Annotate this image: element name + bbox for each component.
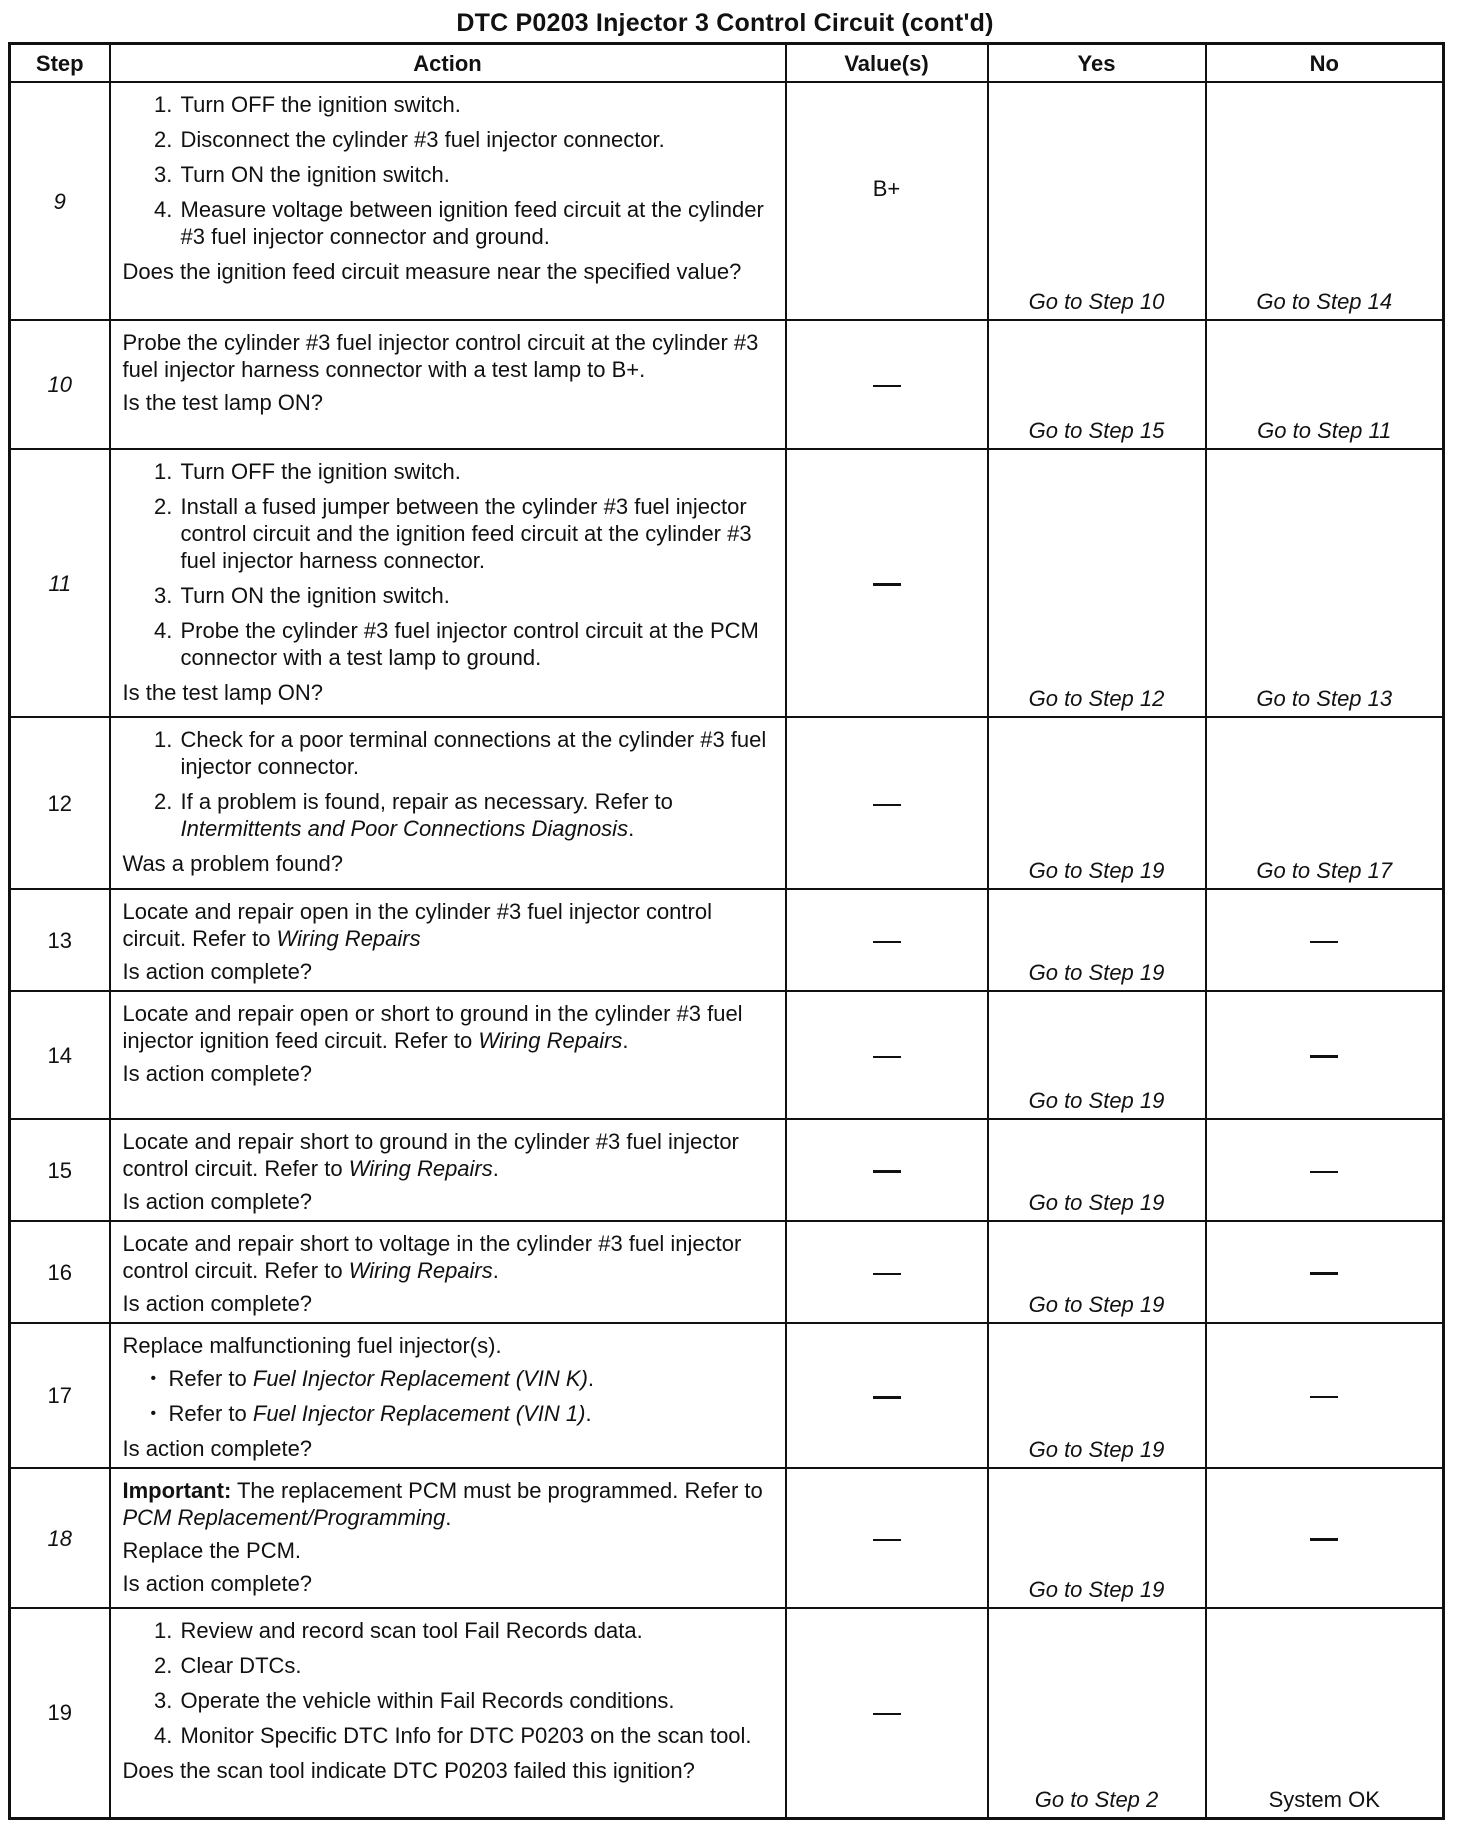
step-number: 9 xyxy=(10,82,110,320)
bullet-list xyxy=(123,1365,775,1427)
value-cell xyxy=(786,991,988,1119)
header-yes: Yes xyxy=(988,44,1206,83)
list-item: 3. Turn ON the ignition switch. xyxy=(179,582,775,609)
list-item xyxy=(169,1365,775,1392)
reference-link[interactable]: Wiring Repairs xyxy=(348,1258,493,1283)
punctuation: . xyxy=(492,1258,499,1283)
no-cell xyxy=(1206,1468,1444,1608)
yes-cell: Go to Step 2 xyxy=(988,1608,1206,1818)
action-cell xyxy=(110,449,786,717)
action-text xyxy=(123,1230,775,1284)
reference-link[interactable]: Wiring Repairs xyxy=(348,1156,493,1181)
yes-cell: Go to Step 19 xyxy=(988,1221,1206,1323)
value-cell xyxy=(786,320,988,449)
list-item: 2. Disconnect the cylinder #3 fuel injector connector. xyxy=(179,126,775,153)
no-cell: Go to Step 14 xyxy=(1206,82,1444,320)
table-row xyxy=(10,1119,1444,1221)
dash-mark xyxy=(1310,1396,1338,1398)
dash-mark xyxy=(1310,1538,1338,1541)
question-text: Is action complete? xyxy=(122,1436,313,1461)
yes-cell: Go to Step 10 xyxy=(988,82,1206,320)
no-cell: Go to Step 13 xyxy=(1206,449,1444,717)
action-text xyxy=(123,1128,775,1182)
action-text xyxy=(123,898,775,952)
punctuation: . xyxy=(445,1505,452,1530)
no-cell xyxy=(1206,1323,1444,1468)
step-number: 18 xyxy=(10,1468,110,1608)
reference-link[interactable]: Fuel Injector Replacement (VIN K) xyxy=(252,1366,588,1391)
reference-link[interactable]: Fuel Injector Replacement (VIN 1) xyxy=(252,1401,586,1426)
no-cell xyxy=(1206,1221,1444,1323)
numbered-list xyxy=(123,1617,775,1749)
yes-cell: Go to Step 19 xyxy=(988,991,1206,1119)
list-item xyxy=(179,788,775,842)
no-cell: Go to Step 17 xyxy=(1206,717,1444,889)
list-item-text: Refer to xyxy=(168,1366,253,1391)
dash-mark xyxy=(873,1273,901,1275)
table-row xyxy=(10,717,1444,889)
table-row xyxy=(10,449,1444,717)
dash-mark xyxy=(1310,941,1338,943)
diagnostic-table xyxy=(8,42,1445,1820)
header-values: Value(s) xyxy=(786,44,988,83)
yes-cell: Go to Step 12 xyxy=(988,449,1206,717)
value-cell xyxy=(786,1119,988,1221)
yes-cell: Go to Step 19 xyxy=(988,889,1206,991)
reference-link[interactable]: Intermittents and Poor Connections Diagnosis xyxy=(180,816,629,841)
list-item: 1. Check for a poor terminal connections at the cylinder #3 fuel injector connector. xyxy=(179,726,775,780)
header-action: Action xyxy=(110,44,786,83)
numbered-list xyxy=(123,91,775,250)
step-number: 15 xyxy=(10,1119,110,1221)
dash-mark xyxy=(873,1713,901,1715)
question-text: Does the ignition feed circuit measure near the specified value? xyxy=(122,259,742,284)
dash-mark xyxy=(1310,1171,1338,1173)
no-cell: Go to Step 11 xyxy=(1206,320,1444,449)
list-item: 3. Turn ON the ignition switch. xyxy=(179,161,775,188)
action-cell xyxy=(110,717,786,889)
dash-mark xyxy=(873,804,901,806)
action-text: Replace the PCM. xyxy=(122,1538,302,1563)
step-number: 10 xyxy=(10,320,110,449)
table-row xyxy=(10,991,1444,1119)
list-item: 1. Turn OFF the ignition switch. xyxy=(179,91,775,118)
list-item: 4. Probe the cylinder #3 fuel injector control circuit at the PCM connector with a test lamp to ground. xyxy=(179,617,775,671)
value-cell xyxy=(786,1221,988,1323)
question-text: Is the test lamp ON? xyxy=(122,390,324,415)
header-row xyxy=(10,44,1444,83)
action-text-body: Locate and repair short to voltage in the cylinder #3 fuel injector control circuit. Refer to xyxy=(122,1231,742,1283)
action-text xyxy=(123,1000,775,1054)
table-row xyxy=(10,1608,1444,1818)
punctuation: . xyxy=(628,816,635,841)
dash-mark xyxy=(873,1539,901,1541)
question-text: Is action complete? xyxy=(122,1291,313,1316)
list-item xyxy=(169,1400,775,1427)
yes-cell: Go to Step 15 xyxy=(988,320,1206,449)
yes-cell: Go to Step 19 xyxy=(988,1468,1206,1608)
list-item: 1. Turn OFF the ignition switch. xyxy=(179,458,775,485)
action-text: Probe the cylinder #3 fuel injector control circuit at the cylinder #3 fuel injector harness connector with a test lamp to B+. xyxy=(122,330,759,382)
numbered-list xyxy=(123,458,775,671)
table-row xyxy=(10,889,1444,991)
question-text: Is action complete? xyxy=(122,959,313,984)
header-step: Step xyxy=(10,44,110,83)
value-cell: B+ xyxy=(786,82,988,320)
reference-link[interactable]: Wiring Repairs xyxy=(478,1028,623,1053)
punctuation: . xyxy=(585,1401,592,1426)
dash-mark xyxy=(873,583,901,586)
question-text: Is action complete? xyxy=(122,1189,313,1214)
list-item: 2. Install a fused jumper between the cylinder #3 fuel injector control circuit and the ignition feed circuit at the cylinder #3 fuel injector harness connector. xyxy=(179,493,775,574)
action-cell xyxy=(110,1119,786,1221)
dash-mark xyxy=(873,1056,901,1058)
value-cell xyxy=(786,1323,988,1468)
action-cell xyxy=(110,991,786,1119)
list-item-text: If a problem is found, repair as necessary. Refer to xyxy=(180,789,673,814)
value-cell xyxy=(786,1468,988,1608)
dash-mark xyxy=(873,1170,901,1173)
dash-mark xyxy=(1310,1272,1338,1275)
value-cell xyxy=(786,717,988,889)
step-number: 13 xyxy=(10,889,110,991)
punctuation: . xyxy=(492,1156,499,1181)
page-title: DTC P0203 Injector 3 Control Circuit (cont'd) xyxy=(456,9,994,37)
action-text-body: Locate and repair open or short to ground in the cylinder #3 fuel injector ignition feed circuit. Refer to xyxy=(122,1001,743,1053)
reference-link[interactable]: PCM Replacement/Programming xyxy=(122,1505,446,1530)
important-label: Important: xyxy=(122,1478,232,1503)
numbered-list xyxy=(123,726,775,842)
step-number: 14 xyxy=(10,991,110,1119)
action-cell xyxy=(110,1608,786,1818)
action-cell xyxy=(110,1468,786,1608)
action-cell xyxy=(110,320,786,449)
action-text-body: Locate and repair short to ground in the cylinder #3 fuel injector control circuit. Refer to xyxy=(122,1129,739,1181)
no-cell xyxy=(1206,889,1444,991)
step-number: 12 xyxy=(10,717,110,889)
list-item: 4. Monitor Specific DTC Info for DTC P0203 on the scan tool. xyxy=(179,1722,775,1749)
question-text: Is action complete? xyxy=(122,1061,313,1086)
list-item-text: Refer to xyxy=(168,1401,253,1426)
dash-mark xyxy=(873,385,901,387)
list-item: 4. Measure voltage between ignition feed circuit at the cylinder #3 fuel injector connector and ground. xyxy=(179,196,775,250)
no-cell xyxy=(1206,991,1444,1119)
step-number: 17 xyxy=(10,1323,110,1468)
step-number: 19 xyxy=(10,1608,110,1818)
list-item: 2. Clear DTCs. xyxy=(179,1652,775,1679)
action-cell xyxy=(110,82,786,320)
question-text: Was a problem found? xyxy=(122,851,344,876)
question-text: Is the test lamp ON? xyxy=(122,680,324,705)
value-cell xyxy=(786,889,988,991)
step-number: 16 xyxy=(10,1221,110,1323)
no-cell: System OK xyxy=(1206,1608,1444,1818)
reference-link[interactable]: Wiring Repairs xyxy=(276,926,421,951)
document-page xyxy=(8,4,1442,1820)
important-note xyxy=(123,1477,775,1531)
dash-mark xyxy=(873,941,901,943)
no-cell xyxy=(1206,1119,1444,1221)
action-cell xyxy=(110,889,786,991)
action-text-body: Locate and repair open in the cylinder #3 fuel injector control circuit. Refer to xyxy=(122,899,712,951)
punctuation: . xyxy=(622,1028,629,1053)
action-cell xyxy=(110,1323,786,1468)
question-text: Is action complete? xyxy=(122,1571,313,1596)
action-text: Replace malfunctioning fuel injector(s). xyxy=(122,1333,502,1358)
step-number: 11 xyxy=(10,449,110,717)
value-cell xyxy=(786,1608,988,1818)
list-item: 3. Operate the vehicle within Fail Records conditions. xyxy=(179,1687,775,1714)
punctuation: . xyxy=(587,1366,595,1391)
list-item: 1. Review and record scan tool Fail Records data. xyxy=(179,1617,775,1644)
yes-cell: Go to Step 19 xyxy=(988,1323,1206,1468)
table-row xyxy=(10,320,1444,449)
important-text: The replacement PCM must be programmed. Refer to xyxy=(231,1478,763,1503)
table-row xyxy=(10,1468,1444,1608)
question-text: Does the scan tool indicate DTC P0203 failed this ignition? xyxy=(122,1758,695,1783)
action-cell xyxy=(110,1221,786,1323)
yes-cell: Go to Step 19 xyxy=(988,1119,1206,1221)
dash-mark xyxy=(1310,1055,1338,1058)
header-no: No xyxy=(1206,44,1444,83)
value-cell xyxy=(786,449,988,717)
table-row xyxy=(10,1323,1444,1468)
dash-mark xyxy=(873,1396,901,1399)
table-row xyxy=(10,1221,1444,1323)
table-row xyxy=(10,82,1444,320)
yes-cell: Go to Step 19 xyxy=(988,717,1206,889)
